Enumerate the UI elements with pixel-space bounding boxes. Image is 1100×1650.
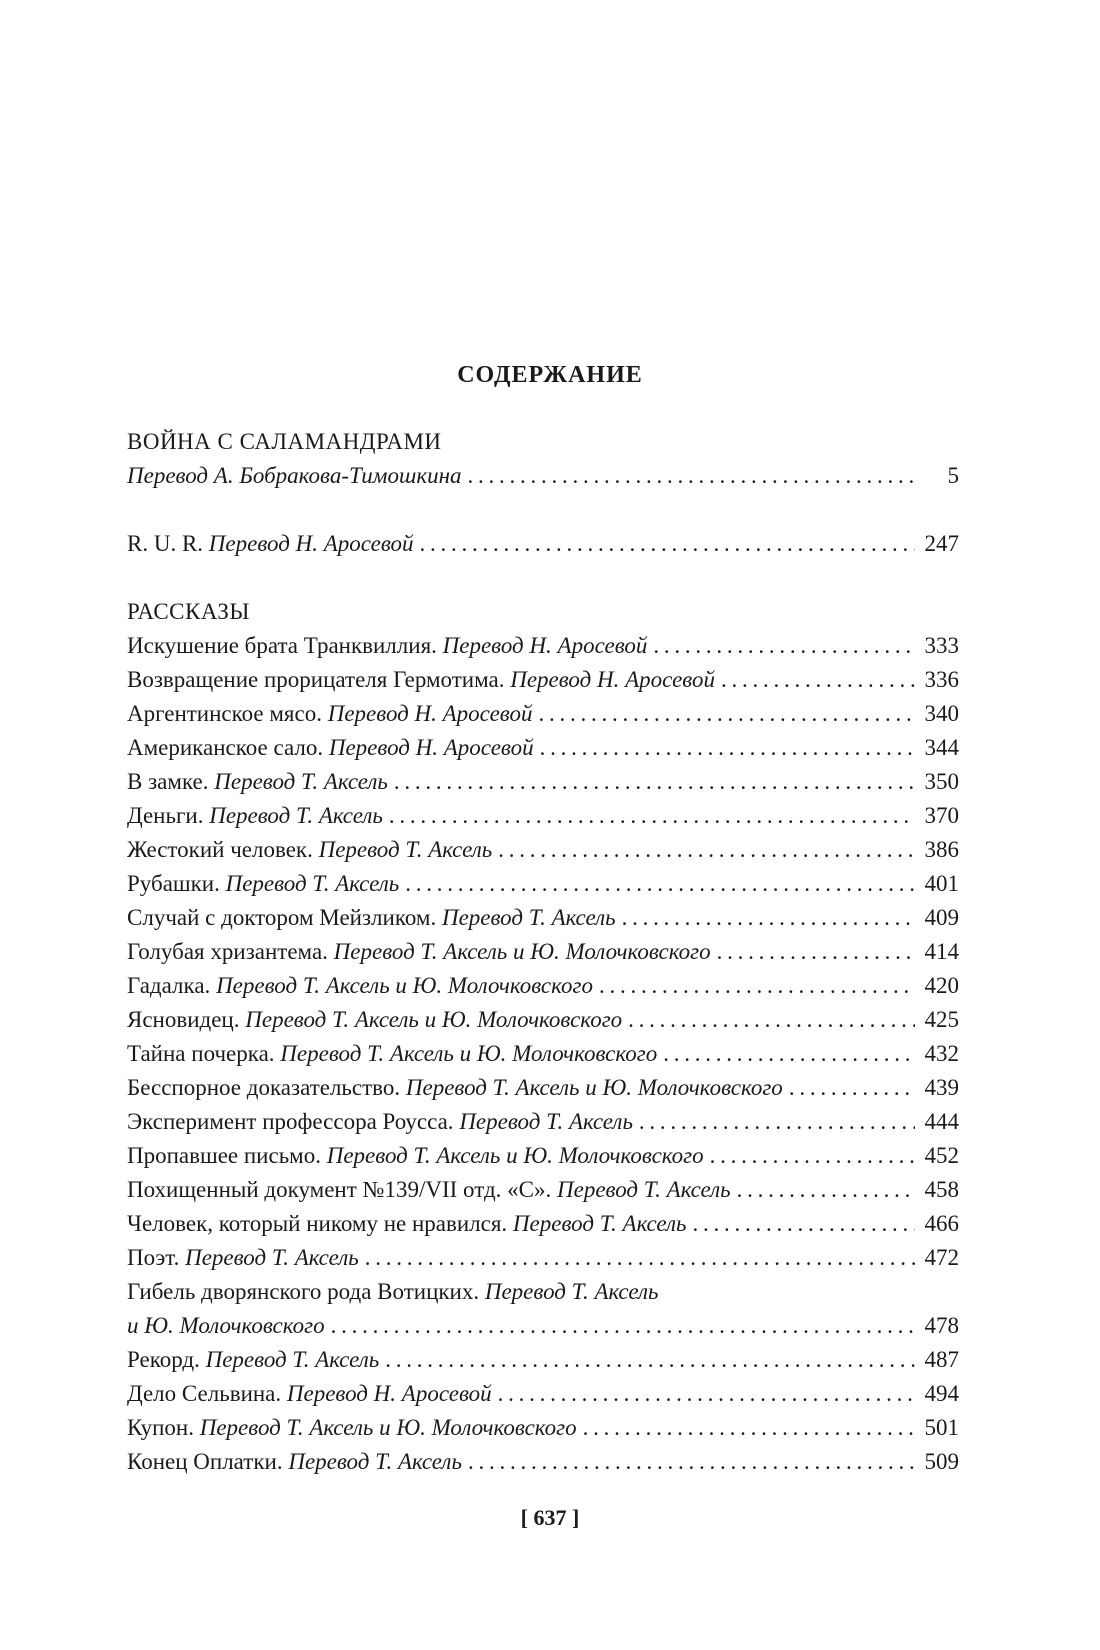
dot-leader [420, 527, 915, 561]
entry-title: Гибель дворянского рода Вотицких. [127, 1279, 480, 1304]
entry-page: 336 [924, 667, 959, 692]
entry-title: Деньги. [127, 803, 204, 828]
stories-list [127, 629, 959, 1275]
entry-translator: Перевод Т. Аксель [459, 1109, 633, 1134]
entry-translator: Перевод А. Бобракова-Тимошкина [127, 463, 462, 488]
entry-page: 344 [924, 735, 959, 760]
entry-title: Гадалка. [127, 973, 211, 998]
toc-entry [127, 663, 959, 697]
dot-leader [331, 1309, 915, 1343]
entry-title: Поэт. [127, 1245, 180, 1270]
entry-page: 432 [924, 1041, 959, 1066]
section-heading-stories [127, 595, 959, 629]
entry-translator: Перевод Т. Аксель [441, 905, 616, 930]
toc-entry [127, 1139, 959, 1173]
section-heading-text: РАССКАЗЫ [127, 599, 250, 624]
table-of-contents [127, 425, 959, 1479]
section-heading-war [127, 425, 959, 459]
dot-leader [498, 833, 915, 867]
toc-entry [127, 1105, 959, 1139]
entry-translator: Перевод Т. Аксель [225, 871, 400, 896]
entry-page: 472 [924, 1245, 959, 1270]
entry-title: Жестокий человек. [127, 837, 313, 862]
toc-entry [127, 1445, 959, 1479]
dot-leader [468, 459, 916, 493]
entry-translator: Перевод Н. Аросевой [328, 735, 534, 760]
stories-list-continued [127, 1343, 959, 1479]
dot-leader [622, 901, 915, 935]
spacer [127, 561, 959, 595]
toc-entry [127, 765, 959, 799]
entry-translator: Перевод Н. Аросевой [327, 701, 533, 726]
toc-entry [127, 1411, 959, 1445]
entry-translator: Перевод Т. Аксель и Ю. Молочковского [333, 939, 711, 964]
entry-translator: Перевод Н. Аросевой [510, 667, 715, 692]
section-heading-text: ВОЙНА С САЛАМАНДРАМИ [127, 429, 442, 454]
dot-leader [710, 1139, 915, 1173]
entry-translator: Перевод Т. Аксель [185, 1245, 359, 1270]
toc-entry [127, 799, 959, 833]
entry-page: 414 [924, 939, 959, 964]
entry-title: Американское сало. [127, 735, 324, 760]
toc-entry [127, 1003, 959, 1037]
entry-title: Конец Оплатки. [127, 1449, 283, 1474]
toc-entry [127, 935, 959, 969]
dot-leader [405, 867, 915, 901]
dot-leader [653, 629, 915, 663]
entry-translator: Перевод Т. Аксель [557, 1177, 731, 1202]
dot-leader [721, 663, 915, 697]
entry-translator: Перевод Н. Аросевой [286, 1381, 492, 1406]
entry-translator: Перевод Т. Аксель и Ю. Молочковского [280, 1041, 658, 1066]
entry-page: 478 [924, 1313, 959, 1338]
toc-entry [127, 629, 959, 663]
dot-leader [737, 1173, 915, 1207]
entry-page: 350 [924, 769, 959, 794]
entry-page: 458 [924, 1177, 959, 1202]
entry-title: Случай с доктором Мейзликом. [127, 905, 437, 930]
toc-entry [127, 867, 959, 901]
dot-leader [663, 1037, 915, 1071]
entry-title: Аргентинское мясо. [127, 701, 322, 726]
toc-entry [127, 1207, 959, 1241]
entry-title: Голубая хризантема. [127, 939, 328, 964]
entry-translator-continued: и Ю. Молочковского [127, 1313, 325, 1338]
entry-page: 425 [924, 1007, 959, 1032]
entry-title: Эксперимент профессора Роусса. [127, 1109, 454, 1134]
toc-entry [127, 1071, 959, 1105]
dot-leader [394, 765, 915, 799]
entry-page: 466 [924, 1211, 959, 1236]
toc-entry [127, 833, 959, 867]
entry-title: Рубашки. [127, 871, 220, 896]
dot-leader [583, 1411, 915, 1445]
entry-page: 333 [924, 633, 959, 658]
entry-title: Бесспорное доказательство. [127, 1075, 401, 1100]
entry-translator: Перевод Т. Аксель [209, 803, 383, 828]
dot-leader [693, 1207, 915, 1241]
entry-title: Человек, который никому не нравился. [127, 1211, 508, 1236]
spacer [127, 493, 959, 527]
entry-page: 409 [924, 905, 959, 930]
entry-translator: Перевод Т. Аксель и Ю. Молочковского [245, 1007, 623, 1032]
entry-title: В замке. [127, 769, 209, 794]
page-number: [ 637 ] [520, 1505, 580, 1530]
toc-entry [127, 731, 959, 765]
dot-leader [599, 969, 915, 1003]
entry-translator: Перевод Т. Аксель и Ю. Молочковского [216, 973, 593, 998]
entry-translator: Перевод Т. Аксель и Ю. Молочковского [199, 1415, 577, 1440]
entry-title: R. U. R. [127, 531, 204, 556]
toc-entry-war [127, 459, 959, 493]
entry-page: 420 [924, 973, 959, 998]
entry-translator: Перевод Т. Аксель [288, 1449, 462, 1474]
entry-translator: Перевод Т. Аксель и Ю. Молочковского [405, 1075, 783, 1100]
entry-translator: Перевод Т. Аксель [318, 837, 493, 862]
entry-title: Искушение брата Транквиллия. [127, 633, 437, 658]
entry-page: 439 [924, 1075, 959, 1100]
toc-entry-rur [127, 527, 959, 561]
entry-title: Пропавшее письмо. [127, 1143, 321, 1168]
dot-leader [628, 1003, 915, 1037]
entry-page: 452 [924, 1143, 959, 1168]
entry-title: Рекорд. [127, 1347, 200, 1372]
entry-translator: Перевод Н. Аросевой [208, 531, 414, 556]
entry-page: 509 [924, 1449, 959, 1474]
dot-leader [540, 731, 915, 765]
entry-title: Тайна почерка. [127, 1041, 275, 1066]
toc-entry [127, 969, 959, 1003]
toc-entry [127, 1377, 959, 1411]
entry-title: Купон. [127, 1415, 194, 1440]
dot-leader [468, 1445, 915, 1479]
entry-page: 501 [924, 1415, 959, 1440]
entry-title: Ясновидец. [127, 1007, 240, 1032]
toc-entry-votitsky [127, 1275, 959, 1309]
entry-translator: Перевод Т. Аксель [484, 1279, 659, 1304]
entry-translator: Перевод Т. Аксель [512, 1211, 687, 1236]
dot-leader [389, 799, 915, 833]
entry-title: Похищенный документ №139/VII отд. «С». [127, 1177, 552, 1202]
entry-title: Возвращение прорицателя Гермотима. [127, 667, 505, 692]
dot-leader [789, 1071, 915, 1105]
dot-leader [498, 1377, 915, 1411]
page-title: СОДЕРЖАНИЕ [457, 362, 643, 388]
toc-entry [127, 1241, 959, 1275]
toc-entry-votitsky-continued [127, 1309, 959, 1343]
entry-title: Дело Сельвина. [127, 1381, 282, 1406]
toc-entry [127, 901, 959, 935]
toc-entry [127, 697, 959, 731]
toc-entry [127, 1037, 959, 1071]
toc-entry [127, 1173, 959, 1207]
entry-page: 5 [947, 463, 959, 488]
entry-page: 247 [924, 531, 959, 556]
entry-translator: Перевод Н. Аросевой [442, 633, 648, 658]
entry-page: 444 [924, 1109, 959, 1134]
entry-translator: Перевод Т. Аксель [214, 769, 388, 794]
dot-leader [365, 1241, 915, 1275]
entry-page: 386 [924, 837, 959, 862]
entry-page: 401 [924, 871, 959, 896]
dot-leader [538, 697, 915, 731]
dot-leader [717, 935, 915, 969]
entry-page: 494 [924, 1381, 959, 1406]
dot-leader [385, 1343, 915, 1377]
dot-leader [639, 1105, 915, 1139]
entry-translator: Перевод Т. Аксель и Ю. Молочковского [326, 1143, 704, 1168]
entry-page: 487 [924, 1347, 959, 1372]
toc-entry [127, 1343, 959, 1377]
entry-translator: Перевод Т. Аксель [205, 1347, 380, 1372]
entry-page: 370 [924, 803, 959, 828]
entry-page: 340 [924, 701, 959, 726]
